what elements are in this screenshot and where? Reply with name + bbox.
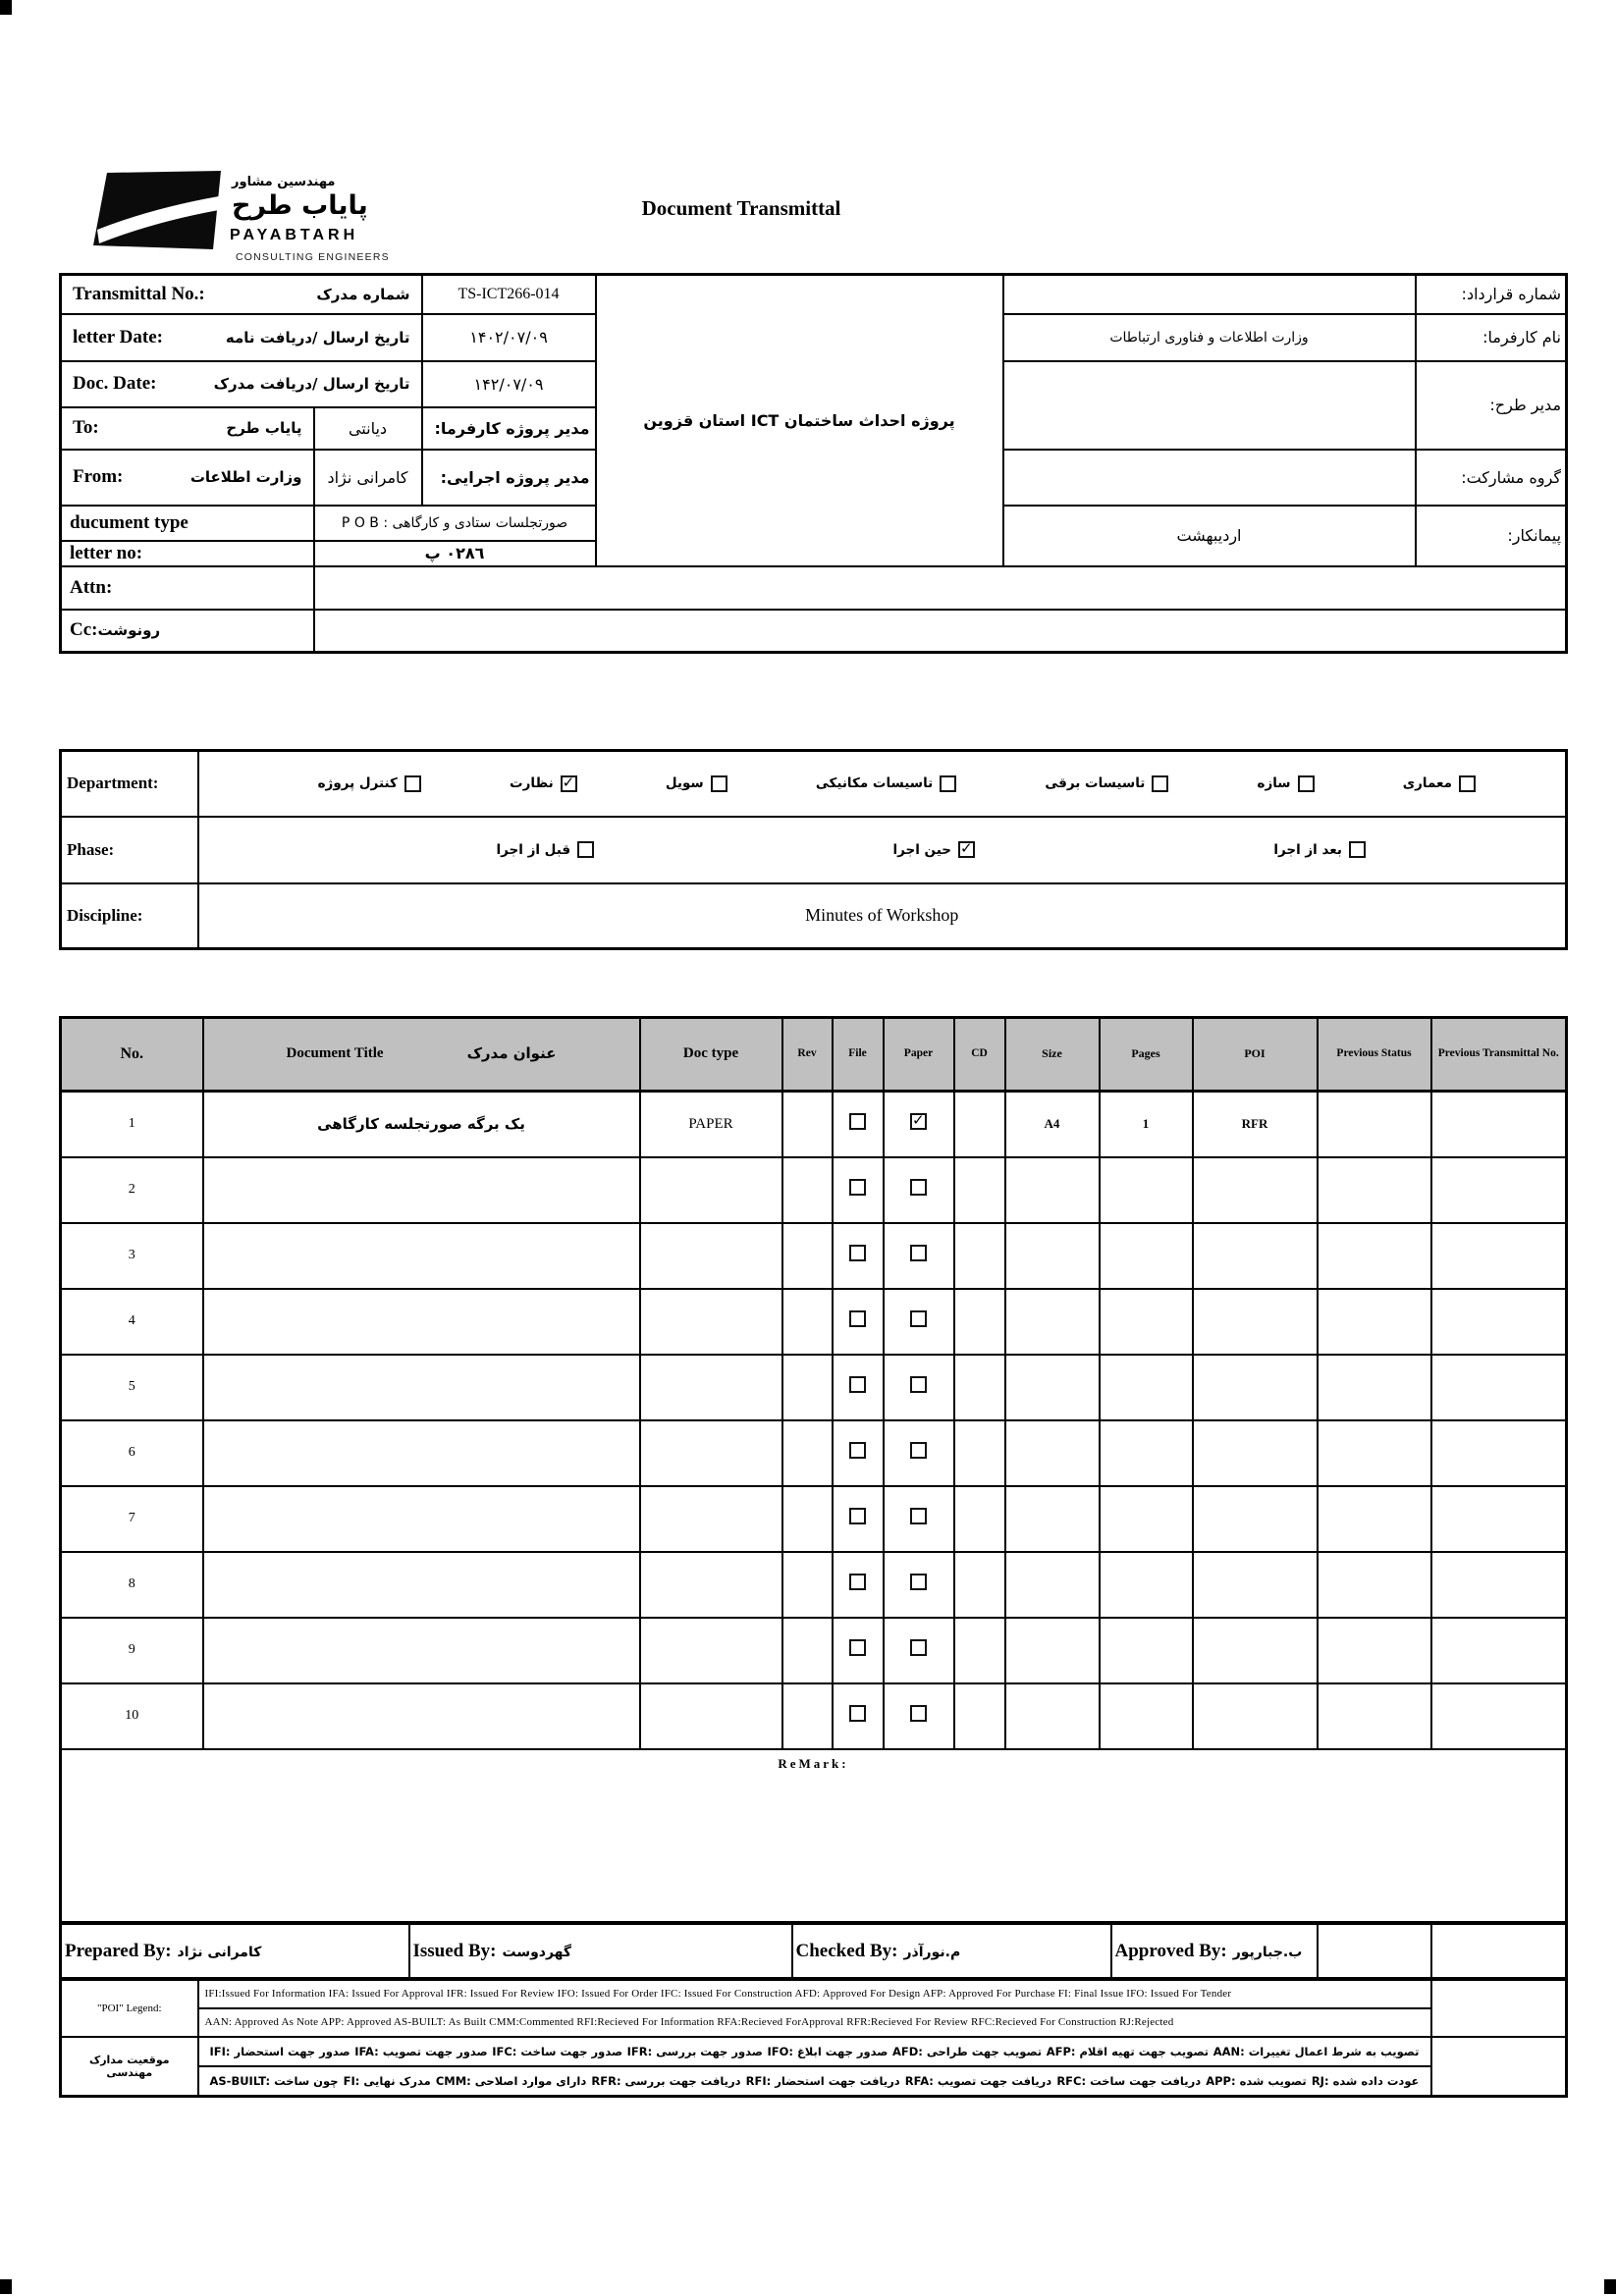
approved-by-cell: Approved By: ب.جبارپور — [1111, 1924, 1318, 1979]
legend-entry: RJ: عودت داده شده — [1311, 2073, 1420, 2088]
doc-cell-prev_transmittal — [1431, 1092, 1567, 1157]
doc-cell-size — [1005, 1157, 1100, 1223]
doc-cell-pages — [1100, 1552, 1193, 1618]
doc-cell-prev_status — [1318, 1618, 1431, 1683]
doc-cell-title — [203, 1486, 640, 1552]
doc-cell-no: 10 — [61, 1683, 203, 1749]
phase-label: Phase: — [61, 817, 198, 883]
scan-corner-mark — [1604, 2279, 1616, 2294]
doc-cell-prev_transmittal — [1431, 1618, 1567, 1683]
doc-cell-no: 3 — [61, 1223, 203, 1289]
col-header-no: No. — [61, 1018, 203, 1092]
scan-corner-mark — [0, 2279, 12, 2294]
legend-entry: CMM: دارای موارد اصلاحی — [435, 2073, 587, 2088]
checkbox-label: نظارت — [510, 775, 554, 792]
doc-cell-prev_transmittal — [1431, 1486, 1567, 1552]
legend-entry: AAN: تصویب به شرط اعمال تغییرات — [1212, 2044, 1420, 2058]
prepared-by-cell: Prepared By: کامرانی نژاد — [61, 1924, 409, 1979]
doc-cell-doc_type — [640, 1683, 782, 1749]
checkbox-icon — [1349, 841, 1366, 858]
doc-cell-file — [833, 1355, 884, 1420]
checkbox-icon — [1298, 775, 1315, 792]
doc-cell-paper — [884, 1355, 954, 1420]
doc-cell-poi — [1193, 1552, 1318, 1618]
doc-date-label: Doc. Date: تاریخ ارسال /دریافت مدرک — [61, 361, 422, 407]
checkbox-icon — [404, 775, 421, 792]
doc-cell-prev_transmittal — [1431, 1683, 1567, 1749]
transmittal-no-label: Transmittal No.: شماره مدرک — [61, 275, 422, 314]
checkbox-icon — [849, 1639, 866, 1656]
doc-cell-pages — [1100, 1683, 1193, 1749]
poi-legend-line2: AAN: Approved As Note APP: Approved AS-BUILT: As Built CMM:Commented RFI:Recieved For Information RFA:Recieved ForApproval RFR:Recieved For Review RFC:Recieved For Construction RJ:Rejected — [198, 2008, 1431, 2037]
col-header-cd: CD — [954, 1018, 1005, 1092]
legend-entry: IFI: صدور جهت استحضار — [209, 2044, 350, 2058]
doc-cell-rev — [782, 1157, 833, 1223]
doc-cell-prev_transmittal — [1431, 1223, 1567, 1289]
doc-cell-size: A4 — [1005, 1092, 1100, 1157]
legend-entry: IFO: صدور جهت ابلاغ — [767, 2044, 889, 2058]
department-options-cell — [198, 751, 1567, 817]
plan-manager-value — [1003, 361, 1416, 450]
brand-en-name: PAYABTARH — [230, 227, 359, 243]
doc-cell-cd — [954, 1486, 1005, 1552]
fa-legend-line2 — [198, 2066, 1431, 2097]
signatures-table — [59, 1922, 1568, 1980]
department-options — [202, 775, 1563, 792]
doc-cell-rev — [782, 1355, 833, 1420]
checkbox-icon — [577, 841, 594, 858]
cc-value — [314, 610, 1567, 653]
legend-entry: AFD: تصویب جهت طراحی — [891, 2044, 1043, 2058]
doc-cell-no: 9 — [61, 1618, 203, 1683]
checkbox-option — [816, 775, 956, 792]
doc-cell-file — [833, 1223, 884, 1289]
doc-cell-paper — [884, 1223, 954, 1289]
checkbox-option — [318, 775, 421, 792]
col-header-prev-transmittal: Previous Transmittal No. — [1431, 1018, 1567, 1092]
doc-cell-title — [203, 1420, 640, 1486]
checkbox-option — [1273, 841, 1366, 858]
checkbox-icon — [849, 1179, 866, 1196]
payabtarh-logo-icon — [93, 171, 223, 249]
checkbox-icon — [849, 1705, 866, 1722]
doc-cell-no: 7 — [61, 1486, 203, 1552]
doc-cell-file — [833, 1552, 884, 1618]
poi-legend-label: "POI" Legend: — [61, 1980, 198, 2037]
legend-entry: RFR: دریافت جهت بررسی — [591, 2073, 741, 2088]
doc-cell-size — [1005, 1683, 1100, 1749]
checkbox-option — [666, 775, 727, 792]
checkbox-option — [497, 841, 595, 858]
doc-cell-pages — [1100, 1223, 1193, 1289]
legend-entry: RFA: دریافت جهت تصویب — [904, 2073, 1052, 2088]
doc-cell-rev — [782, 1618, 833, 1683]
doc-cell-poi: RFR — [1193, 1092, 1318, 1157]
legend-empty-cell — [1431, 1980, 1567, 2037]
brand-fa-tagline: مهندسین مشاور — [232, 175, 336, 189]
checkbox-icon — [849, 1574, 866, 1590]
doc-cell-prev_transmittal — [1431, 1552, 1567, 1618]
poi-legend-line1: IFI:Issued For Information IFA: Issued For Approval IFR: Issued For Review IFO: Issued For Order IFC: Issued For Construction AFD: Approved For Design AFP: Approved For Purchase FI: Final Issue IFO: Issued For Tender — [198, 1980, 1431, 2008]
doc-cell-pages — [1100, 1355, 1193, 1420]
attn-label: Attn: — [61, 566, 314, 610]
doc-cell-no: 5 — [61, 1355, 203, 1420]
doc-cell-rev — [782, 1683, 833, 1749]
from-field: From: وزارت اطلاعات — [61, 450, 314, 506]
doc-cell-doc_type — [640, 1289, 782, 1355]
col-header-file: File — [833, 1018, 884, 1092]
from-role-label: مدیر پروژه اجرایی: — [422, 450, 596, 506]
fa-legend-entries-2 — [202, 2074, 1427, 2088]
checkbox-icon — [910, 1310, 927, 1327]
checkbox-icon — [910, 1508, 927, 1524]
doc-cell-file — [833, 1420, 884, 1486]
doc-cell-cd — [954, 1552, 1005, 1618]
legend-entry: IFA: صدور جهت تصویب — [354, 2044, 488, 2058]
checkbox-option — [892, 841, 974, 858]
page-title: Document Transmittal — [641, 196, 841, 220]
doc-cell-no: 2 — [61, 1157, 203, 1223]
doc-table-row — [61, 1552, 1567, 1618]
doc-cell-poi — [1193, 1486, 1318, 1552]
doc-cell-doc_type — [640, 1486, 782, 1552]
legend-empty-cell — [1431, 2037, 1567, 2097]
checkbox-label: بعد از اجرا — [1273, 841, 1342, 858]
doc-cell-doc_type — [640, 1552, 782, 1618]
checkbox-icon — [849, 1508, 866, 1524]
checkbox-label: تاسیسات مکانیکی — [815, 775, 934, 792]
brand-en-subtitle: CONSULTING ENGINEERS — [236, 251, 390, 263]
contract-no-label: شماره قرارداد: — [1416, 275, 1567, 314]
transmittal-info-table — [59, 273, 1568, 654]
checkbox-checked-icon — [910, 1113, 927, 1130]
doc-cell-pages — [1100, 1420, 1193, 1486]
doc-cell-rev — [782, 1289, 833, 1355]
checkbox-icon — [910, 1639, 927, 1656]
doc-table-row — [61, 1223, 1567, 1289]
transmittal-no-value: TS-ICT266-014 — [422, 275, 596, 314]
legend-entry: RFI: دریافت جهت استحضار — [745, 2073, 900, 2088]
doc-cell-title — [203, 1223, 640, 1289]
doc-cell-pages: 1 — [1100, 1092, 1193, 1157]
contractor-label: پیمانکار: — [1416, 506, 1567, 566]
checkbox-icon — [1459, 775, 1476, 792]
doc-cell-rev — [782, 1552, 833, 1618]
fa-legend-entries-1 — [202, 2045, 1427, 2058]
checkbox-icon — [849, 1113, 866, 1130]
discipline-value: Minutes of Workshop — [198, 883, 1567, 949]
legend-entry: RFC: دریافت جهت ساخت — [1056, 2073, 1202, 2088]
doc-cell-title — [203, 1289, 640, 1355]
checkbox-label: معماری — [1402, 775, 1452, 792]
legend-table — [59, 1978, 1568, 2098]
doc-table-row — [61, 1420, 1567, 1486]
signature-empty-cell — [1431, 1924, 1567, 1979]
doc-cell-poi — [1193, 1683, 1318, 1749]
checkbox-icon — [849, 1376, 866, 1393]
letter-date-label: letter Date: تاریخ ارسال /دریافت نامه — [61, 314, 422, 361]
checkbox-option — [1258, 775, 1315, 792]
doc-cell-poi — [1193, 1618, 1318, 1683]
doc-cell-rev — [782, 1486, 833, 1552]
doc-cell-rev — [782, 1223, 833, 1289]
contract-no-value — [1003, 275, 1416, 314]
doc-cell-prev_status — [1318, 1486, 1431, 1552]
doc-cell-paper — [884, 1618, 954, 1683]
doc-cell-paper — [884, 1092, 954, 1157]
doc-cell-no: 8 — [61, 1552, 203, 1618]
checkbox-label: قبل از اجرا — [496, 841, 571, 858]
doc-cell-size — [1005, 1223, 1100, 1289]
doc-cell-prev_status — [1318, 1092, 1431, 1157]
doc-cell-pages — [1100, 1486, 1193, 1552]
doc-cell-paper — [884, 1157, 954, 1223]
doc-cell-cd — [954, 1618, 1005, 1683]
doc-cell-doc_type — [640, 1355, 782, 1420]
classification-table — [59, 749, 1568, 950]
project-title: پروژه احداث ساختمان ICT استان قزوین — [596, 275, 1003, 566]
doc-cell-title — [203, 1683, 640, 1749]
doc-cell-doc_type — [640, 1618, 782, 1683]
checkbox-label: سویل — [665, 775, 704, 792]
checkbox-icon — [910, 1376, 927, 1393]
letter-date-value: ۱۴۰۲/۰۷/۰۹ — [422, 314, 596, 361]
doc-cell-paper — [884, 1552, 954, 1618]
document-type-value: صورتجلسات ستادی و کارگاهی : P O B — [314, 506, 596, 541]
doc-cell-rev — [782, 1092, 833, 1157]
doc-cell-no: 1 — [61, 1092, 203, 1157]
doc-cell-prev_status — [1318, 1420, 1431, 1486]
col-header-rev: Rev — [782, 1018, 833, 1092]
col-header-doctype: Doc type — [640, 1018, 782, 1092]
doc-table-row — [61, 1486, 1567, 1552]
doc-cell-cd — [954, 1092, 1005, 1157]
doc-cell-poi — [1193, 1420, 1318, 1486]
issued-by-cell: Issued By: گهردوست — [409, 1924, 792, 1979]
letter-no-label: letter no: — [61, 541, 314, 566]
doc-table-row — [61, 1289, 1567, 1355]
doc-cell-doc_type — [640, 1223, 782, 1289]
checkbox-icon — [849, 1442, 866, 1459]
document-type-label: ducument type — [61, 506, 314, 541]
legend-entry: IFC: صدور جهت ساخت — [492, 2044, 623, 2058]
fa-legend-label: موقعیت مدارک مهندسی — [61, 2037, 198, 2097]
client-name-value: وزارت اطلاعات و فناوری ارتباطات — [1003, 314, 1416, 361]
doc-cell-file — [833, 1618, 884, 1683]
doc-cell-prev_status — [1318, 1223, 1431, 1289]
doc-cell-file — [833, 1157, 884, 1223]
doc-cell-prev_transmittal — [1431, 1420, 1567, 1486]
contractor-value: اردیبهشت — [1003, 506, 1416, 566]
to-role-label: مدیر پروژه کارفرما: — [422, 407, 596, 450]
doc-cell-prev_status — [1318, 1355, 1431, 1420]
col-header-prev-status: Previous Status — [1318, 1018, 1431, 1092]
legend-entry: FI: مدرک نهایی — [343, 2073, 431, 2088]
to-field: To: پایاب طرح — [61, 407, 314, 450]
phase-options — [202, 841, 1563, 858]
col-header-paper: Paper — [884, 1018, 954, 1092]
doc-cell-prev_status — [1318, 1289, 1431, 1355]
checkbox-icon — [711, 775, 727, 792]
doc-cell-size — [1005, 1355, 1100, 1420]
checkbox-icon — [940, 775, 956, 792]
fa-legend-line1 — [198, 2037, 1431, 2066]
doc-cell-prev_transmittal — [1431, 1157, 1567, 1223]
legend-entry: IFR: صدور جهت بررسی — [626, 2044, 763, 2058]
discipline-label: Discipline: — [61, 883, 198, 949]
legend-entry: AFP: تصویب جهت تهیه اقلام — [1046, 2044, 1210, 2058]
doc-date-value: ۱۴۲/۰۷/۰۹ — [422, 361, 596, 407]
letter-no-value: ۰۲۸٦ پ — [314, 541, 596, 566]
doc-cell-prev_status — [1318, 1683, 1431, 1749]
doc-table-row — [61, 1157, 1567, 1223]
doc-cell-file — [833, 1486, 884, 1552]
checkbox-icon — [1152, 775, 1168, 792]
checkbox-icon — [910, 1705, 927, 1722]
doc-cell-file — [833, 1092, 884, 1157]
doc-cell-rev — [782, 1420, 833, 1486]
signature-empty-cell — [1318, 1924, 1431, 1979]
checkbox-label: حین اجرا — [892, 841, 951, 858]
doc-cell-size — [1005, 1618, 1100, 1683]
doc-cell-poi — [1193, 1223, 1318, 1289]
doc-cell-prev_transmittal — [1431, 1355, 1567, 1420]
doc-cell-file — [833, 1289, 884, 1355]
plan-manager-label: مدیر طرح: — [1416, 361, 1567, 450]
doc-cell-poi — [1193, 1157, 1318, 1223]
checkbox-icon — [910, 1442, 927, 1459]
checkbox-option — [1045, 775, 1168, 792]
checkbox-option — [510, 775, 577, 792]
doc-cell-pages — [1100, 1618, 1193, 1683]
document-list-table — [59, 1016, 1568, 1924]
jv-group-label: گروه مشارکت: — [1416, 450, 1567, 506]
attn-value — [314, 566, 1567, 610]
doc-cell-title — [203, 1157, 640, 1223]
col-header-size: Size — [1005, 1018, 1100, 1092]
doc-cell-title — [203, 1618, 640, 1683]
doc-cell-size — [1005, 1552, 1100, 1618]
doc-cell-title — [203, 1552, 640, 1618]
checkbox-label: سازه — [1257, 775, 1291, 792]
doc-table-row — [61, 1355, 1567, 1420]
doc-cell-title: یک برگه صورتجلسه کارگاهی — [203, 1092, 640, 1157]
from-person: کامرانی نژاد — [314, 450, 422, 506]
department-label: Department: — [61, 751, 198, 817]
doc-table-row — [61, 1683, 1567, 1749]
checkbox-icon — [849, 1245, 866, 1261]
legend-entry: APP: تصویب شده — [1206, 2073, 1307, 2088]
doc-cell-cd — [954, 1157, 1005, 1223]
legend-entry: AS-BUILT: چون ساخت — [209, 2073, 339, 2088]
doc-cell-cd — [954, 1355, 1005, 1420]
doc-cell-doc_type — [640, 1420, 782, 1486]
doc-cell-size — [1005, 1289, 1100, 1355]
checkbox-icon — [910, 1574, 927, 1590]
doc-cell-paper — [884, 1289, 954, 1355]
doc-cell-file — [833, 1683, 884, 1749]
checkbox-option — [1403, 775, 1476, 792]
client-name-label: نام کارفرما: — [1416, 314, 1567, 361]
phase-options-cell — [198, 817, 1567, 883]
doc-cell-prev_transmittal — [1431, 1289, 1567, 1355]
doc-cell-paper — [884, 1420, 954, 1486]
checkbox-label: تاسیسات برقی — [1045, 775, 1146, 792]
doc-cell-cd — [954, 1683, 1005, 1749]
doc-cell-pages — [1100, 1157, 1193, 1223]
remark-cell: ReMark: — [61, 1749, 1567, 1923]
doc-table-row — [61, 1618, 1567, 1683]
scan-corner-mark — [0, 0, 12, 15]
doc-cell-prev_status — [1318, 1157, 1431, 1223]
col-header-poi: POI — [1193, 1018, 1318, 1092]
doc-cell-doc_type: PAPER — [640, 1092, 782, 1157]
doc-cell-doc_type — [640, 1157, 782, 1223]
checkbox-icon — [849, 1310, 866, 1327]
doc-cell-prev_status — [1318, 1552, 1431, 1618]
doc-table-body — [61, 1092, 1567, 1749]
doc-cell-size — [1005, 1420, 1100, 1486]
col-header-title: Document Title عنوان مدرک — [203, 1018, 640, 1092]
doc-cell-poi — [1193, 1355, 1318, 1420]
checkbox-icon — [910, 1245, 927, 1261]
doc-cell-poi — [1193, 1289, 1318, 1355]
doc-cell-pages — [1100, 1289, 1193, 1355]
doc-cell-title — [203, 1355, 640, 1420]
doc-cell-size — [1005, 1486, 1100, 1552]
checkbox-icon — [910, 1179, 927, 1196]
checked-by-cell: Checked By: م.نورآذر — [792, 1924, 1111, 1979]
cc-label: Cc:رونوشت — [61, 610, 314, 653]
brand-fa-name: پایاب طرح — [232, 190, 368, 221]
doc-cell-paper — [884, 1486, 954, 1552]
doc-cell-cd — [954, 1420, 1005, 1486]
checkbox-checked-icon — [958, 841, 975, 858]
checkbox-label: کنترل پروژه — [317, 775, 398, 792]
col-header-pages: Pages — [1100, 1018, 1193, 1092]
doc-table-row — [61, 1092, 1567, 1157]
doc-cell-no: 6 — [61, 1420, 203, 1486]
checkbox-checked-icon — [561, 775, 577, 792]
jv-group-value — [1003, 450, 1416, 506]
doc-cell-no: 4 — [61, 1289, 203, 1355]
doc-cell-cd — [954, 1223, 1005, 1289]
doc-cell-paper — [884, 1683, 954, 1749]
doc-cell-cd — [954, 1289, 1005, 1355]
to-person: دیانتی — [314, 407, 422, 450]
